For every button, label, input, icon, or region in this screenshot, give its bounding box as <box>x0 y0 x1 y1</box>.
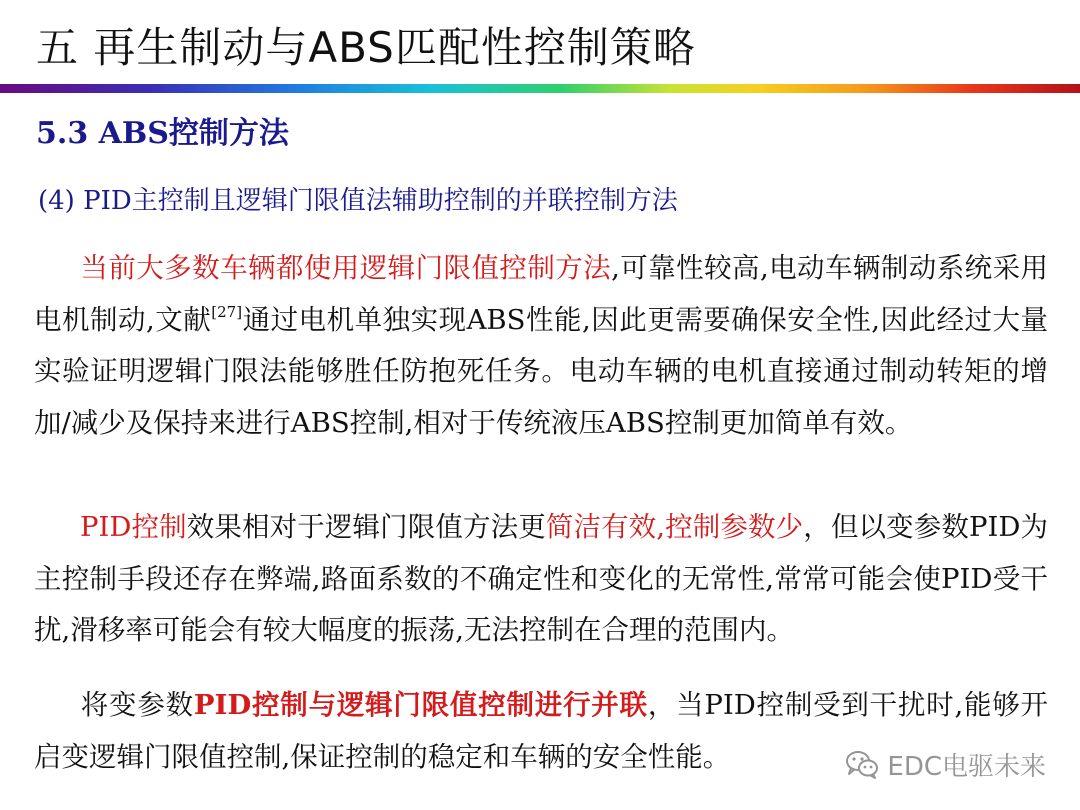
watermark-text: EDC电驱未来 <box>887 751 1046 782</box>
sub-heading: (4) PID主控制且逻辑门限值法辅助控制的并联控制方法 <box>38 186 678 216</box>
body-text: 效果相对于逻辑门限值方法更 <box>186 511 546 543</box>
section-heading: 5.3 ABS控制方法 <box>36 116 289 151</box>
paragraph-2 <box>34 502 1048 657</box>
body-text: 通过电机单独实现ABS性能,因此更需要确保安全性,因此经过大量实验证明逻辑门限法能够胜任防抱死任务。电动车辆的电机直接通过制动转矩的增加/减少及保持来进行ABS控制,相对于传统液压ABS控制更加简单有效。 <box>34 303 1049 439</box>
highlight-bold-red-text: PID控制与逻辑门限值控制进行并联 <box>193 689 648 721</box>
watermark <box>845 744 1046 784</box>
paragraph-1 <box>34 243 1048 449</box>
citation-superscript: [27] <box>211 302 243 321</box>
body-text: ,可靠性较高,电动车辆制动系统采用电机制动,文献 <box>34 252 1049 336</box>
wechat-icon <box>845 749 879 779</box>
highlight-red-text: 简洁有效,控制参数少 <box>545 511 804 543</box>
highlight-red-text: 当前大多数车辆都使用逻辑门限值控制方法 <box>80 252 612 284</box>
title-underline-bar <box>0 84 1080 93</box>
slide-title: 五 再生制动与ABS匹配性控制策略 <box>36 23 696 72</box>
highlight-red-text: PID控制 <box>80 511 187 543</box>
body-text: ，但以变参数PID为主控制手段还存在弊端,路面系数的不确定性和变化的无常性,常常可能会使PID受干扰,滑移率可能会有较大幅度的振荡,无法控制在合理的范围内。 <box>34 511 1049 646</box>
body-text: 将变参数 <box>80 689 194 721</box>
body-text: ，当PID控制受到干扰时,能够开启变逻辑门限值控制,保证控制的稳定和车辆的安全性能。 <box>34 689 1049 773</box>
